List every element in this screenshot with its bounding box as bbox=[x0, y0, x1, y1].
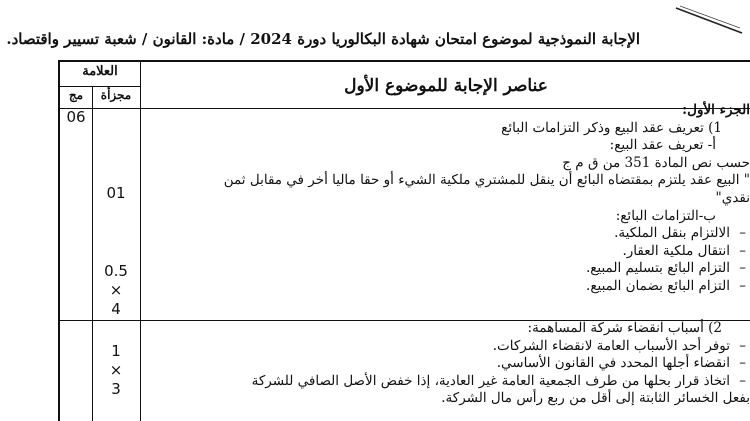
question-1b-title: ب-التزامات البائع: bbox=[615, 207, 716, 224]
answer-section-1 bbox=[142, 102, 750, 296]
definition-line-2: نقدي" bbox=[715, 189, 750, 206]
dissolution-item: – انقضاء أجلها المحدد في القانون الأساسي. bbox=[142, 355, 750, 373]
exam-header: الإجابة النموذجية لموضوع امتحان شهادة البكالوريا دورة 2024 / مادة: القانون / شعبة تسيير واقتصاد. bbox=[6, 30, 640, 48]
obligation-item: – التزام البائع بتسليم المبيع. bbox=[142, 260, 750, 278]
obligation-item: – الالتزام بنقل الملكية. bbox=[142, 225, 750, 243]
question-2: 2) أسباب انقضاء شركة المساهمة: bbox=[527, 320, 722, 336]
partial-grade-obligations-value: 0.5 bbox=[104, 262, 128, 280]
partial-marks-header: مجزأة bbox=[100, 88, 132, 102]
legal-reference: حسب نص المادة 351 من ق م ج bbox=[562, 154, 750, 171]
partial-grade-definition: 01 bbox=[106, 184, 126, 202]
obligation-item: – انتقال ملكية العقار. bbox=[142, 243, 750, 261]
question-1: 1) تعريف عقد البيع وذكر التزامات البائع bbox=[501, 119, 722, 136]
definition-line-1: " البيع عقد يلتزم بمقتضاه البائع أن ينقل للمشتري ملكية الشيء أو حقا ماليا أخر في مقابل ثمن bbox=[223, 172, 750, 189]
total-marks-header: مج bbox=[68, 88, 84, 102]
part-title: الجزء الأول: bbox=[682, 102, 750, 118]
partial-grade-dissolution-value: 1 bbox=[111, 342, 121, 360]
answer-table bbox=[58, 60, 750, 421]
marks-header-divider bbox=[60, 86, 140, 87]
partial-grade-dissolution-count: 3 bbox=[111, 380, 121, 398]
dissolution-item-continuation: بفعل الخسائر الثابتة إلى أقل من ربع رأس مال الشركة. bbox=[441, 390, 750, 407]
answer-section-2 bbox=[142, 320, 750, 408]
total-grade: 06 bbox=[66, 108, 86, 126]
partial-grade-dissolution-times: × bbox=[109, 361, 123, 379]
dissolution-item: – توفر أحد الأسباب العامة لانقضاء الشركات. bbox=[142, 338, 750, 356]
question-1a-title: أ- تعريف عقد البيع: bbox=[609, 137, 716, 154]
partial-grade-obligations-times: × bbox=[109, 281, 123, 299]
content-header: عناصر الإجابة للموضوع الأول bbox=[344, 76, 548, 96]
column-divider bbox=[140, 62, 141, 421]
partial-grade-obligations-count: 4 bbox=[111, 300, 121, 318]
marks-header: العلامة bbox=[82, 64, 118, 79]
dissolution-item: – اتخاذ قرار بحلها من طرف الجمعية العامة غير العادية، إذا خفض الأصل الصافي للشركة bbox=[142, 373, 750, 391]
obligation-item: – التزام البائع بضمان المبيع. bbox=[142, 278, 750, 296]
